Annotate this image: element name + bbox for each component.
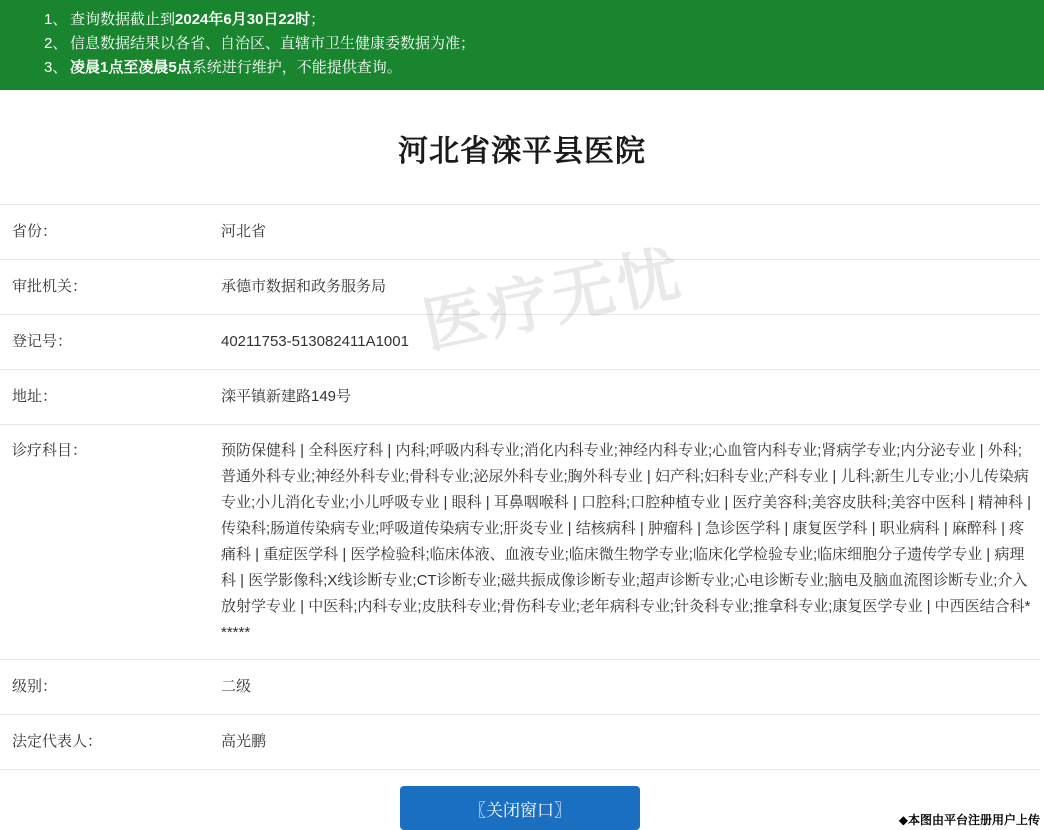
table-row: [0, 370, 1040, 425]
page-title: 河北省滦平县医院: [398, 135, 646, 168]
field-label-level: 级别：: [12, 678, 58, 695]
notice-text-pre: 查询数据截止到: [70, 11, 176, 28]
field-value-legal-representative: 高光鹏: [221, 733, 267, 750]
upload-note: ◆本图由平台注册用户上传: [898, 813, 1040, 827]
notice-number: 2、: [44, 35, 68, 52]
notice-banner: [0, 0, 1044, 90]
notice-number: 1、: [44, 11, 68, 28]
field-value-address: 滦平镇新建路149号: [221, 388, 352, 405]
notice-line-1: [0, 8, 1044, 32]
table-row: [0, 260, 1040, 315]
table-row: [0, 660, 1040, 715]
hospital-info-table: [0, 204, 1040, 770]
notice-text-bold: 凌晨1点至凌晨5点: [70, 59, 192, 76]
notice-text-post: 系统进行维护，不能提供查询。: [191, 59, 402, 76]
notice-line-2: [0, 32, 1044, 56]
notice-text-pre: 信息数据结果以各省、自治区、直辖市卫生健康委数据为准；: [70, 35, 476, 52]
field-label-departments: 诊疗科目：: [12, 442, 88, 459]
table-row: [0, 205, 1040, 260]
field-value-level: 二级: [221, 678, 252, 695]
watermark: 医疗无忧: [416, 239, 690, 362]
table-row: [0, 315, 1040, 370]
field-value-departments: 预防保健科 | 全科医疗科 | 内科;呼吸内科专业;消化内科专业;神经内科专业;心血管内科专业;肾病学专业;内分泌专业 | 外科;普通外科专业;神经外科专业;骨科专业;泌尿外科专业;胸外科专业 | 妇产科;妇科专业;产科专业 | 儿科;新生儿专业;小儿传染病专业;小儿消化专业;小儿呼吸专业 | 眼科 | 耳鼻咽喉科 | 口腔科;口腔种植专业 | 医疗美容科;美容皮肤科;美容中医科 | 精神科 | 传染科;肠道传染病专业;呼吸道传染病专业;肝炎专业 | 结核病科 | 肿瘤科 | 急诊医学科 | 康复医学科 | 职业病科 | 麻醉科 | 疼痛科 | 重症医学科 | 医学检验科;临床体液、血液专业;临床微生物学专业;临床化学检验专业;临床细胞分子遗传学专业 | 病理科 | 医学影像科;X线诊断专业;CT诊断专业;磁共振成像诊断专业;超声诊断专业;心电诊断专业;脑电及脑血流图诊断专业;介入放射学专业 | 中医科;内科专业;皮肤科专业;骨伤科专业;老年病科专业;针灸科专业;推拿科专业;康复医学专业 | 中西医结合科******: [221, 442, 1032, 641]
table-row: [0, 715, 1040, 770]
notice-number: 3、: [44, 59, 68, 76]
notice-text-post: ；: [310, 11, 326, 28]
field-label-registration-number: 登记号：: [12, 333, 73, 350]
field-label-address: 地址：: [12, 388, 58, 405]
notice-text: [70, 9, 325, 31]
close-window-button[interactable]: 〖关闭窗口〗: [400, 786, 640, 830]
notice-text: [70, 57, 402, 79]
table-row-departments: [0, 425, 1040, 660]
field-value-registration-number: 40211753-513082411A1001: [221, 333, 409, 350]
field-value-authority: 承德市数据和政务服务局: [221, 278, 387, 295]
notice-text: [70, 33, 475, 55]
field-value-province: 河北省: [221, 223, 267, 240]
field-label-authority: 审批机关：: [12, 278, 88, 295]
notice-text-bold: 2024年6月30日22时: [175, 11, 311, 28]
field-label-legal-representative: 法定代表人：: [12, 733, 103, 750]
field-label-province: 省份：: [12, 223, 58, 240]
footer: [0, 770, 1044, 830]
notice-line-3: [0, 56, 1044, 80]
